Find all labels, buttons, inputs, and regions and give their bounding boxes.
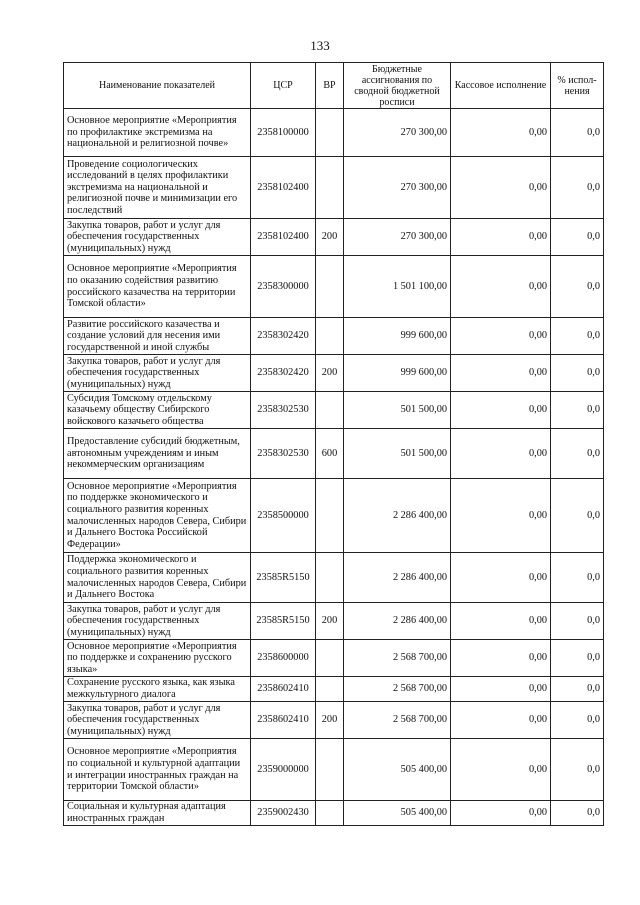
- row-csr: 2358602410: [251, 677, 316, 702]
- row-percent: 0,0: [551, 640, 604, 677]
- row-budget: 2 286 400,00: [344, 479, 451, 553]
- row-kassa: 0,00: [451, 318, 551, 355]
- row-budget: 501 500,00: [344, 429, 451, 479]
- row-name: Социальная и культурная адаптация иностранных граждан: [64, 801, 251, 826]
- row-vr: [316, 479, 344, 553]
- row-vr: [316, 553, 344, 603]
- row-csr: 2358602410: [251, 702, 316, 739]
- row-vr: 600: [316, 429, 344, 479]
- table-row: [64, 801, 604, 826]
- row-vr: 200: [316, 219, 344, 256]
- header-name: Наименование показателей: [64, 63, 251, 109]
- row-kassa: 0,00: [451, 603, 551, 640]
- row-kassa: 0,00: [451, 702, 551, 739]
- row-name: Предоставление субсидий бюджетным, автономным учреждениям и иным некоммерческим организациям: [64, 429, 251, 479]
- row-budget: 505 400,00: [344, 801, 451, 826]
- row-percent: 0,0: [551, 109, 604, 157]
- table-header-row: [64, 63, 604, 109]
- row-csr: 2358102400: [251, 157, 316, 219]
- row-percent: 0,0: [551, 739, 604, 801]
- row-vr: 200: [316, 603, 344, 640]
- row-percent: 0,0: [551, 355, 604, 392]
- row-name: Сохранение русского языка, как языка межкультурного диалога: [64, 677, 251, 702]
- row-csr: 2358500000: [251, 479, 316, 553]
- row-percent: 0,0: [551, 702, 604, 739]
- row-kassa: 0,00: [451, 640, 551, 677]
- row-name: Поддержка экономического и социального развития коренных малочисленных народов Севера, Сибири и Дальнего Востока: [64, 553, 251, 603]
- row-vr: 200: [316, 355, 344, 392]
- table-row: [64, 603, 604, 640]
- row-name: Субсидия Томскому отдельскому казачьему обществу Сибирского войскового казачьего общества: [64, 392, 251, 429]
- row-name: Проведение социологических исследований в целях профилактики экстремизма на национальной и религиозной почве и минимизации его последствий: [64, 157, 251, 219]
- row-budget: 505 400,00: [344, 739, 451, 801]
- row-kassa: 0,00: [451, 157, 551, 219]
- row-vr: [316, 318, 344, 355]
- row-kassa: 0,00: [451, 219, 551, 256]
- row-budget: 270 300,00: [344, 219, 451, 256]
- row-csr: 2358600000: [251, 640, 316, 677]
- row-budget: 2 568 700,00: [344, 677, 451, 702]
- table-row: [64, 677, 604, 702]
- row-kassa: 0,00: [451, 392, 551, 429]
- row-vr: [316, 640, 344, 677]
- row-csr: 2359002430: [251, 801, 316, 826]
- table-row: [64, 640, 604, 677]
- budget-table: [63, 62, 604, 826]
- table-row: [64, 318, 604, 355]
- row-vr: [316, 801, 344, 826]
- table-row: [64, 739, 604, 801]
- row-percent: 0,0: [551, 801, 604, 826]
- header-vr: ВР: [316, 63, 344, 109]
- row-csr: 2358302530: [251, 392, 316, 429]
- row-csr: 2358300000: [251, 256, 316, 318]
- row-kassa: 0,00: [451, 479, 551, 553]
- row-csr: 2358302420: [251, 318, 316, 355]
- row-budget: 2 568 700,00: [344, 640, 451, 677]
- header-kassa: Кассовое исполнение: [451, 63, 551, 109]
- row-percent: 0,0: [551, 219, 604, 256]
- row-percent: 0,0: [551, 429, 604, 479]
- table-row: [64, 553, 604, 603]
- row-budget: 501 500,00: [344, 392, 451, 429]
- row-percent: 0,0: [551, 392, 604, 429]
- row-name: Основное мероприятие «Мероприятия по социальной и культурной адаптации и интеграции иностранных граждан на территории Томской области»: [64, 739, 251, 801]
- row-kassa: 0,00: [451, 355, 551, 392]
- row-name: Закупка товаров, работ и услуг для обеспечения государственных (муниципальных) нужд: [64, 603, 251, 640]
- row-name: Основное мероприятие «Мероприятия по профилактике экстремизма на национальной и религиозной почве»: [64, 109, 251, 157]
- page-number: 133: [310, 38, 330, 53]
- row-csr: 2358302530: [251, 429, 316, 479]
- row-budget: 999 600,00: [344, 355, 451, 392]
- row-budget: 270 300,00: [344, 109, 451, 157]
- row-kassa: 0,00: [451, 553, 551, 603]
- header-csr: ЦСР: [251, 63, 316, 109]
- row-name: Основное мероприятие «Мероприятия по поддержке экономического и социального развития коренных малочисленных народов Севера, Сибири и Дальнего Востока Российской Федерации»: [64, 479, 251, 553]
- row-kassa: 0,00: [451, 256, 551, 318]
- row-kassa: 0,00: [451, 677, 551, 702]
- row-name: Закупка товаров, работ и услуг для обеспечения государственных (муниципальных) нужд: [64, 702, 251, 739]
- row-csr: 2359000000: [251, 739, 316, 801]
- row-csr: 2358102400: [251, 219, 316, 256]
- row-name: Закупка товаров, работ и услуг для обеспечения государственных (муниципальных) нужд: [64, 219, 251, 256]
- row-name: Закупка товаров, работ и услуг для обеспечения государственных (муниципальных) нужд: [64, 355, 251, 392]
- row-kassa: 0,00: [451, 739, 551, 801]
- row-percent: 0,0: [551, 479, 604, 553]
- table-row: [64, 109, 604, 157]
- row-kassa: 0,00: [451, 801, 551, 826]
- row-budget: 1 501 100,00: [344, 256, 451, 318]
- table-row: [64, 355, 604, 392]
- row-budget: 2 286 400,00: [344, 553, 451, 603]
- row-percent: 0,0: [551, 256, 604, 318]
- row-budget: 999 600,00: [344, 318, 451, 355]
- row-vr: [316, 739, 344, 801]
- row-name: Развитие российского казачества и создание условий для несения ими государственной и иной службы: [64, 318, 251, 355]
- table-row: [64, 392, 604, 429]
- row-budget: 270 300,00: [344, 157, 451, 219]
- row-percent: 0,0: [551, 157, 604, 219]
- row-kassa: 0,00: [451, 429, 551, 479]
- row-percent: 0,0: [551, 603, 604, 640]
- row-vr: [316, 157, 344, 219]
- row-vr: [316, 109, 344, 157]
- row-name: Основное мероприятие «Мероприятия по поддержке и сохранению русского языка»: [64, 640, 251, 677]
- row-percent: 0,0: [551, 677, 604, 702]
- table-row: [64, 219, 604, 256]
- row-vr: [316, 677, 344, 702]
- table-row: [64, 429, 604, 479]
- row-name: Основное мероприятие «Мероприятия по оказанию содействия развитию российского казачества на территории Томской области»: [64, 256, 251, 318]
- row-csr: 23585R5150: [251, 603, 316, 640]
- row-budget: 2 568 700,00: [344, 702, 451, 739]
- row-vr: [316, 256, 344, 318]
- table-row: [64, 702, 604, 739]
- row-vr: [316, 392, 344, 429]
- table-row: [64, 479, 604, 553]
- row-vr: 200: [316, 702, 344, 739]
- header-percent: % испол-нения: [551, 63, 604, 109]
- row-percent: 0,0: [551, 553, 604, 603]
- row-percent: 0,0: [551, 318, 604, 355]
- row-csr: 2358100000: [251, 109, 316, 157]
- row-csr: 2358302420: [251, 355, 316, 392]
- table-row: [64, 157, 604, 219]
- header-budget: Бюджетные ассигнования по сводной бюджетной росписи: [344, 63, 451, 109]
- row-budget: 2 286 400,00: [344, 603, 451, 640]
- row-csr: 23585R5150: [251, 553, 316, 603]
- table-row: [64, 256, 604, 318]
- row-kassa: 0,00: [451, 109, 551, 157]
